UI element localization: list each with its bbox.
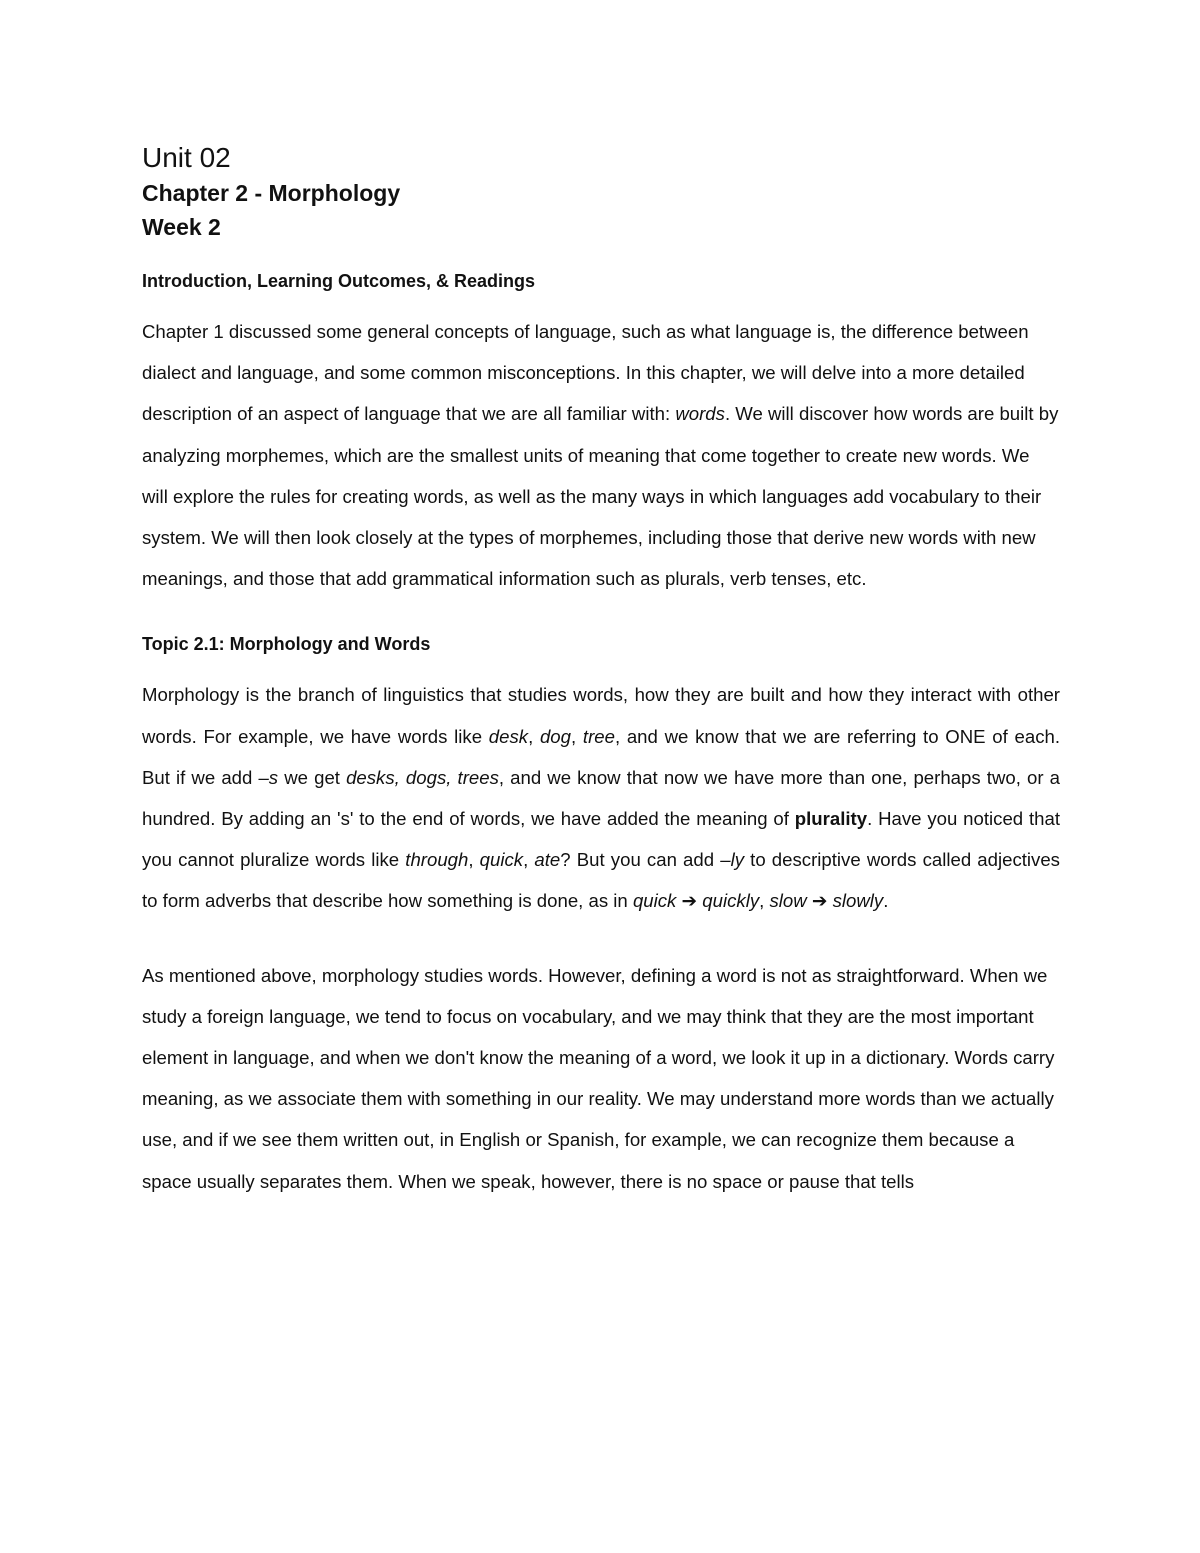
example-plurals: desks, dogs, trees: [346, 766, 499, 788]
arrow-icon: ➔: [676, 890, 703, 912]
document-page: [142, 140, 1060, 1202]
example-quick-2: quick: [632, 890, 677, 912]
example-dog: dog: [539, 725, 571, 747]
plurality-term: plurality: [794, 808, 868, 830]
unit-title: Unit 02: [142, 142, 231, 173]
suffix-s: –s: [258, 766, 279, 788]
example-slow: slow: [769, 890, 807, 912]
intro-paragraph: Chapter 1 discussed some general concepts of language, such as what language is, the difference between dialect and language, and some common misconceptions. In this chapter, we will delve into a more detailed description of an aspect of language that we are all familiar with: words. We will discover how words are built by analyzing morphemes, which are the smallest units of meaning that come together to create new words. We will explore the rules for creating words, as well as the many ways in which languages add vocabulary to their system. We will then look closely at the types of morphemes, including those that derive new words with new meanings, and those that add grammatical information such as plurals, verb tenses, etc.: [142, 321, 1059, 590]
arrow-icon: ➔: [806, 890, 833, 912]
words-term: words: [675, 403, 725, 425]
example-through: through: [405, 849, 469, 871]
example-quick: quick: [479, 849, 524, 871]
example-quickly: quickly: [702, 890, 760, 912]
morphology-paragraph: Morphology is the branch of linguistics that studies words, how they are built and how they interact with other words. For example, we have words like desk, dog, tree, and we know that we are referring to ONE of each. But if we add –s we get desks, dogs, trees, and we know that now we have more than one, perhaps two, or a hundred. By adding an 's' to the end of words, we have added the meaning of plurality. Have you noticed that you cannot pluralize words like through, quick, ate? But you can add –ly to descriptive words called adjectives to form adverbs that describe how something is done, as in quick ➔ quickly, slow ➔ slowly.: [142, 684, 1061, 912]
intro-heading: Introduction, Learning Outcomes, & Readings: [142, 271, 536, 291]
suffix-ly: –ly: [720, 849, 745, 871]
chapter-title: Chapter 2 - Morphology: [142, 180, 401, 206]
word-definition-paragraph: As mentioned above, morphology studies words. However, defining a word is not as straightforward. When we study a foreign language, we tend to focus on vocabulary, and we may think that they are the most important element in language, and when we don't know the meaning of a word, we look it up in a dictionary. Words carry meaning, as we associate them with something in our reality. We may understand more words than we actually use, and if we see them written out, in English or Spanish, for example, we can recognize them because a space usually separates them. When we speak, however, there is no space or pause that tells: [142, 964, 1055, 1192]
example-slowly: slowly: [832, 890, 884, 912]
week-title: Week 2: [142, 214, 221, 240]
example-tree: tree: [582, 725, 615, 747]
topic-heading: Topic 2.1: Morphology and Words: [142, 634, 431, 655]
example-desk: desk: [488, 725, 529, 747]
example-ate: ate: [534, 849, 561, 871]
